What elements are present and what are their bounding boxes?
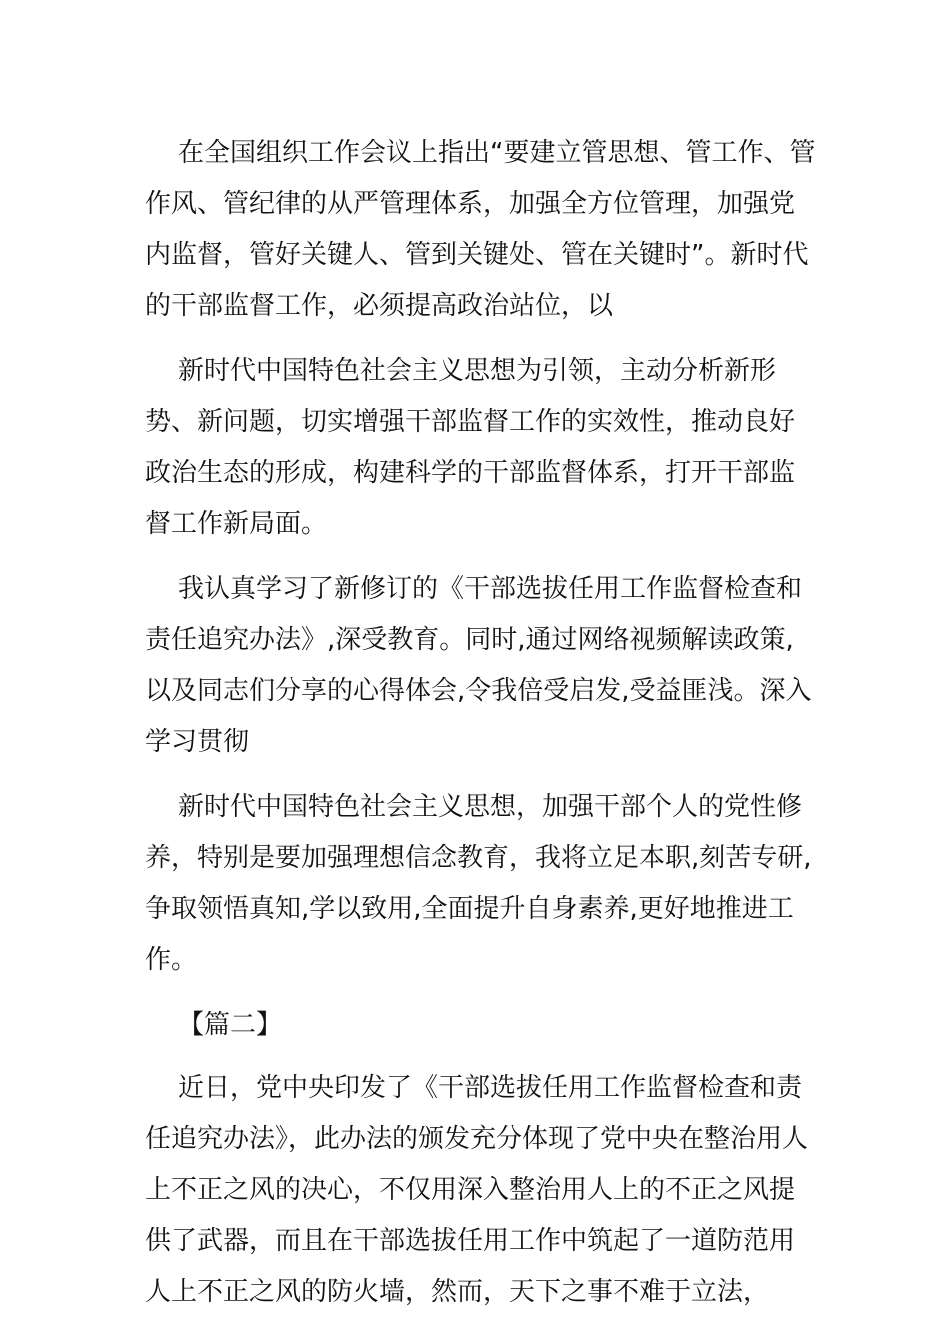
section-heading: 【篇二】: [178, 1010, 283, 1040]
paragraph-5: 近日，党中央印发了《干部选拔任用工作监督检查和责任追究办法》，此办法的颁发充分体现了党中央在整治用人上不正之风的决心，不仅用深入整治用人上的不正之风提供了武器，而且在干部选拔任用工作中筑起了一道防范用人上不正之风的防火墙，然而，天下之事不难于立法，: [145, 1073, 809, 1307]
document-body: [145, 128, 817, 1332]
paragraph-1: 在全国组织工作会议上指出“要建立管思想、管工作、管作风、管纪律的从严管理体系，加强全方位管理，加强党内监督，管好关键人、管到关键处、管在关键时”。新时代的干部监督工作，必须提高政治站位，以: [145, 138, 816, 321]
paragraph-2: 新时代中国特色社会主义思想为引领，主动分析新形势、新问题，切实增强干部监督工作的实效性，推动良好政治生态的形成，构建科学的干部监督体系，打开干部监督工作新局面。: [145, 356, 796, 539]
paragraph-4: 新时代中国特色社会主义思想，加强干部个人的党性修养，特别是要加强理想信念教育，我将立足本职,刻苦专研,争取领悟真知,学以致用,全面提升自身素养,更好地推进工作。: [145, 792, 812, 975]
paragraph-3: 我认真学习了新修订的《干部选拔任用工作监督检查和责任追究办法》,深受教育。同时,通过网络视频解读政策,以及同志们分享的心得体会,令我倍受启发,受益匪浅。深入学习贯彻: [145, 574, 812, 757]
